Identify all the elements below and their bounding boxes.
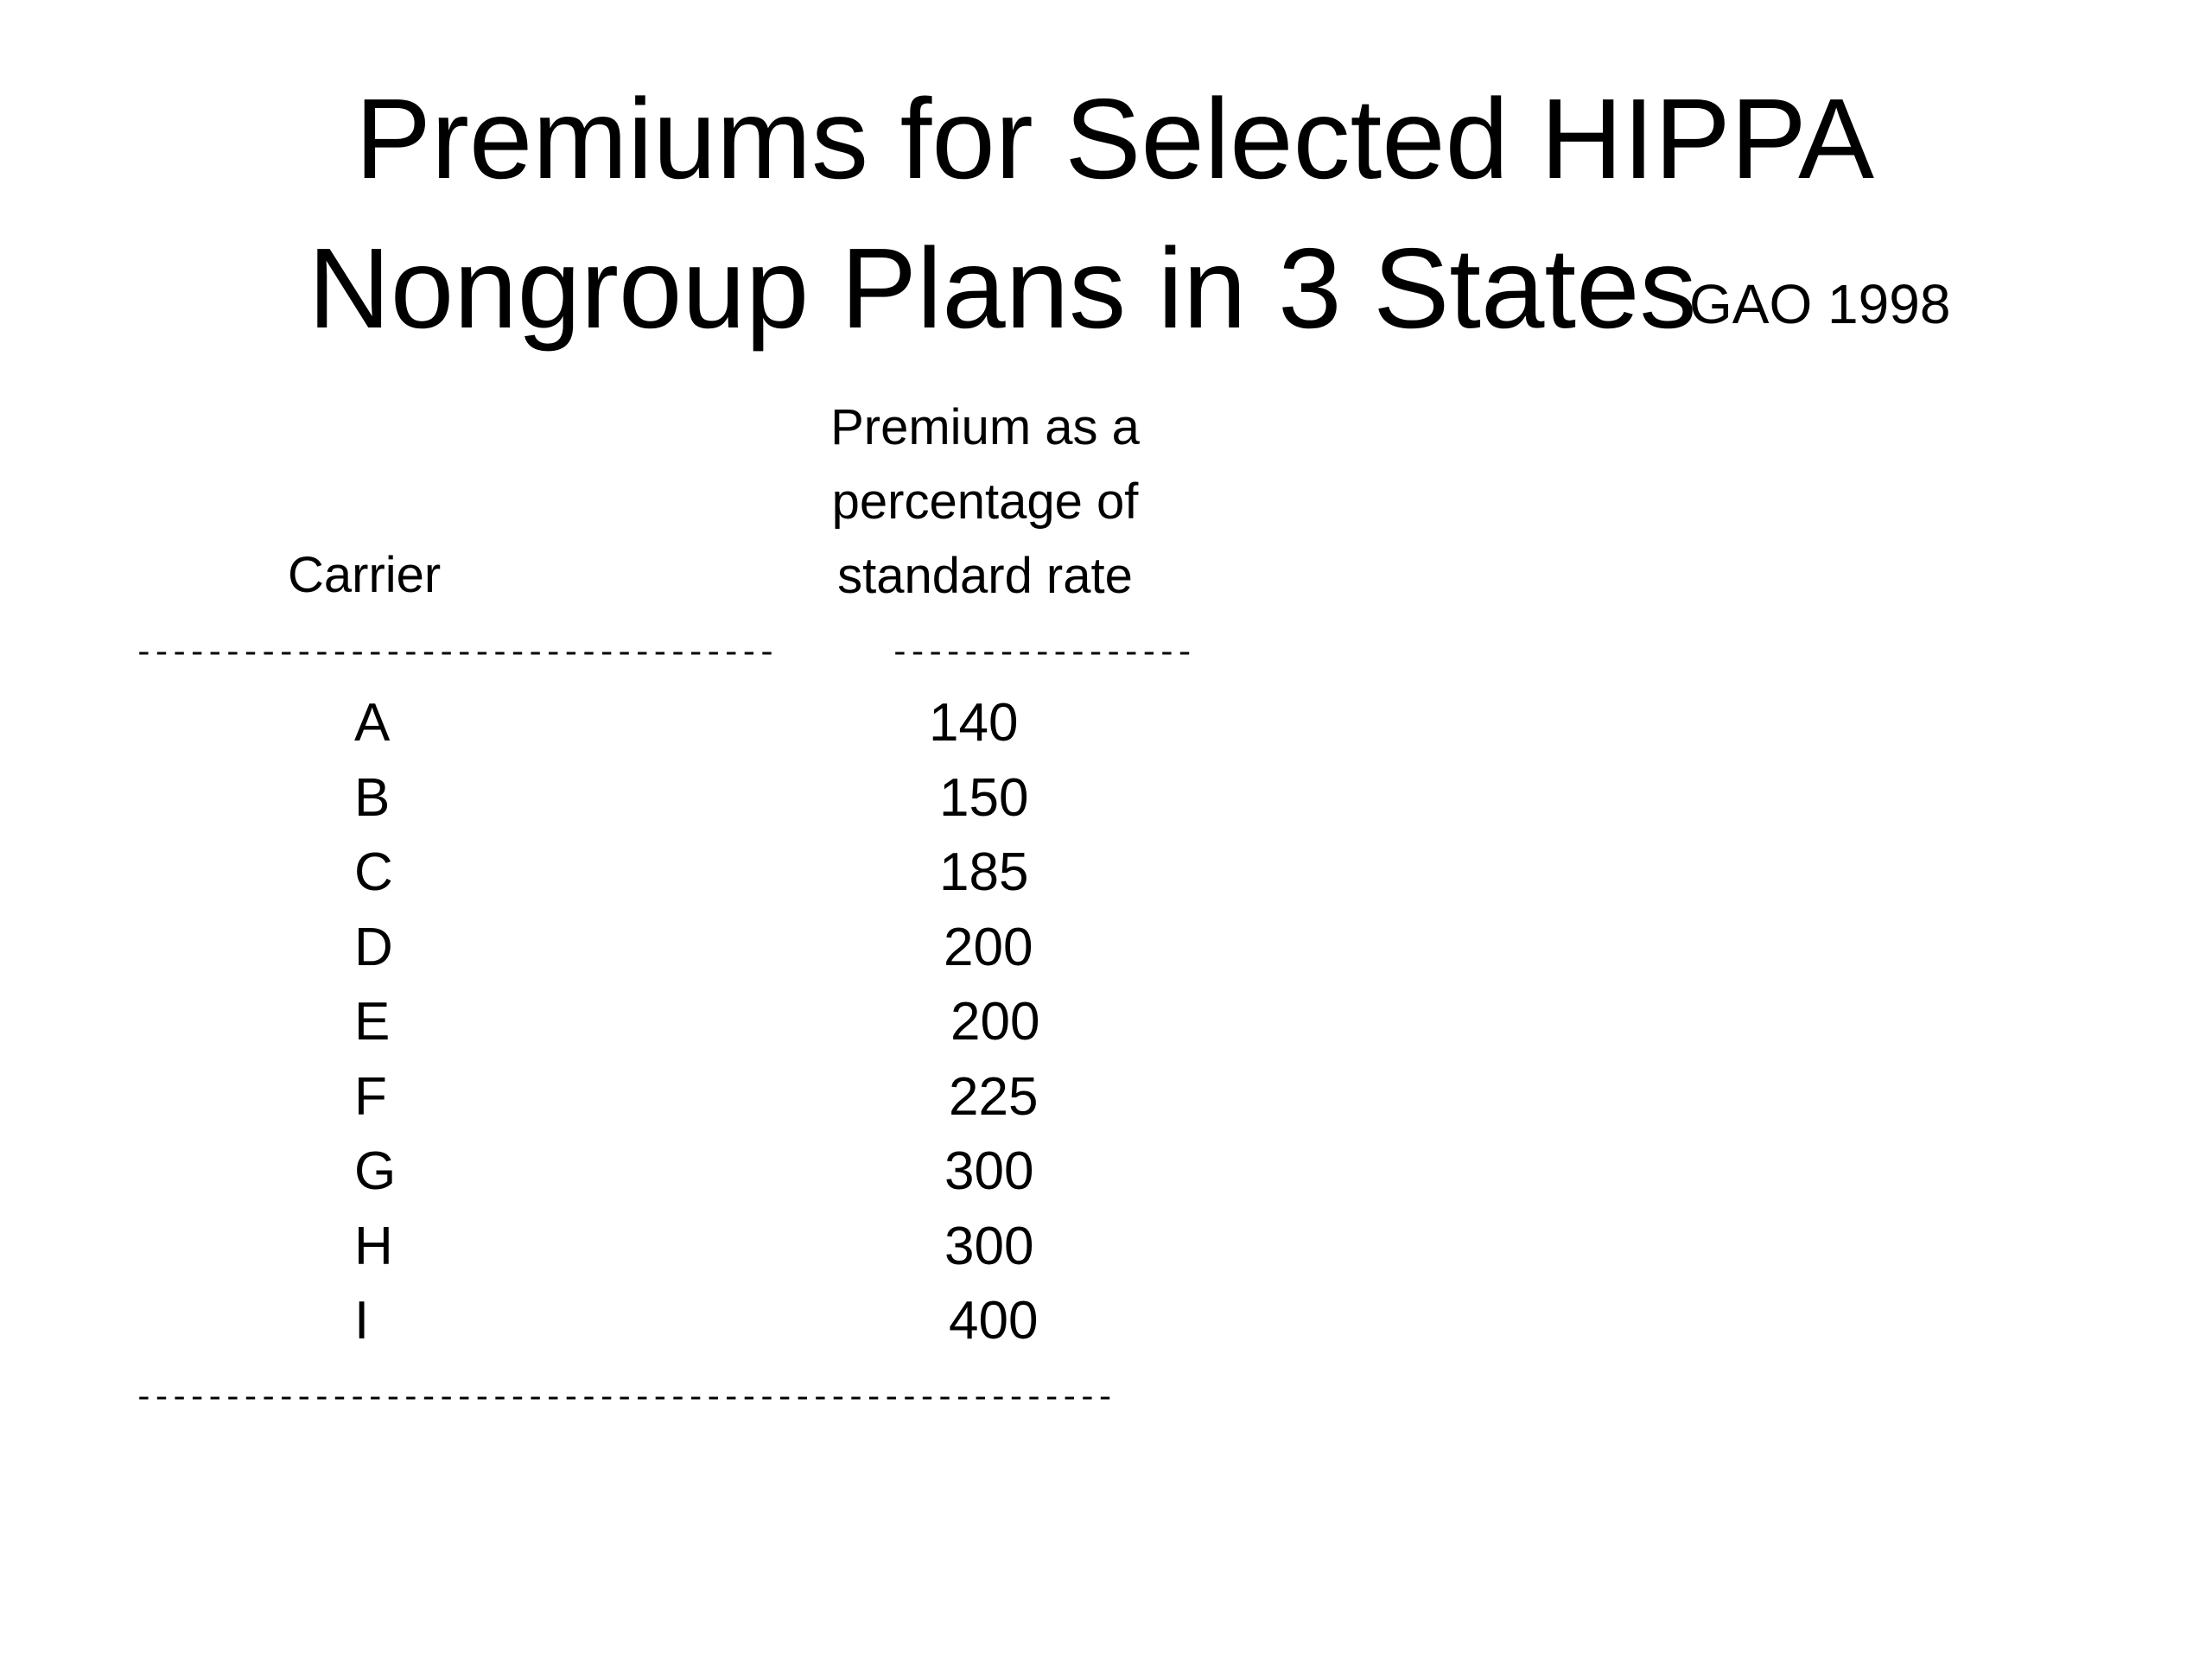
table-row [0,842,1296,921]
slide-title-line-2: Nongroup Plans in 3 States [308,225,1697,352]
premium-cell: 200 [944,917,1033,977]
table-body [0,693,1296,1370]
carrier-cell: A [354,693,391,753]
source-citation: GAO 1998 [1689,273,1951,335]
carrier-cell: H [354,1216,393,1276]
premium-header-line-1: Premium as a [830,399,1140,455]
premium-cell: 140 [929,693,1019,753]
slide-title-line-1: Premiums for Selected HIPPA [354,75,1875,202]
table-row [0,1066,1296,1146]
table-row [0,693,1296,772]
table-row [0,1291,1296,1370]
table-row [0,992,1296,1071]
premium-cell: 185 [939,842,1029,902]
premium-header-line-3: standard rate [837,548,1133,604]
premium-cell: 300 [944,1216,1034,1276]
table-row [0,767,1296,847]
table-row [0,917,1296,996]
carrier-column-header: Carrier [288,547,442,603]
table-row [0,1216,1296,1295]
premium-cell: 225 [949,1066,1039,1127]
carrier-cell: C [354,842,393,902]
header-separator-right: ----------------- [890,638,1193,671]
carrier-cell: E [354,992,391,1052]
carrier-cell: I [354,1291,370,1351]
carrier-cell: G [354,1141,397,1201]
premium-column-header [804,399,1166,626]
table-bottom-separator: ------------------------------------------------------- [134,1382,1114,1415]
table-row [0,1141,1296,1220]
premium-cell: 300 [944,1141,1034,1201]
premium-cell: 200 [950,992,1040,1052]
carrier-cell: B [354,767,391,828]
carrier-cell: D [354,917,393,977]
carrier-cell: F [354,1066,387,1127]
premium-cell: 150 [939,767,1029,828]
header-separator-left: ------------------------------------ [134,638,775,671]
premium-header-line-2: percentage of [831,474,1139,530]
premium-cell: 400 [949,1291,1039,1351]
